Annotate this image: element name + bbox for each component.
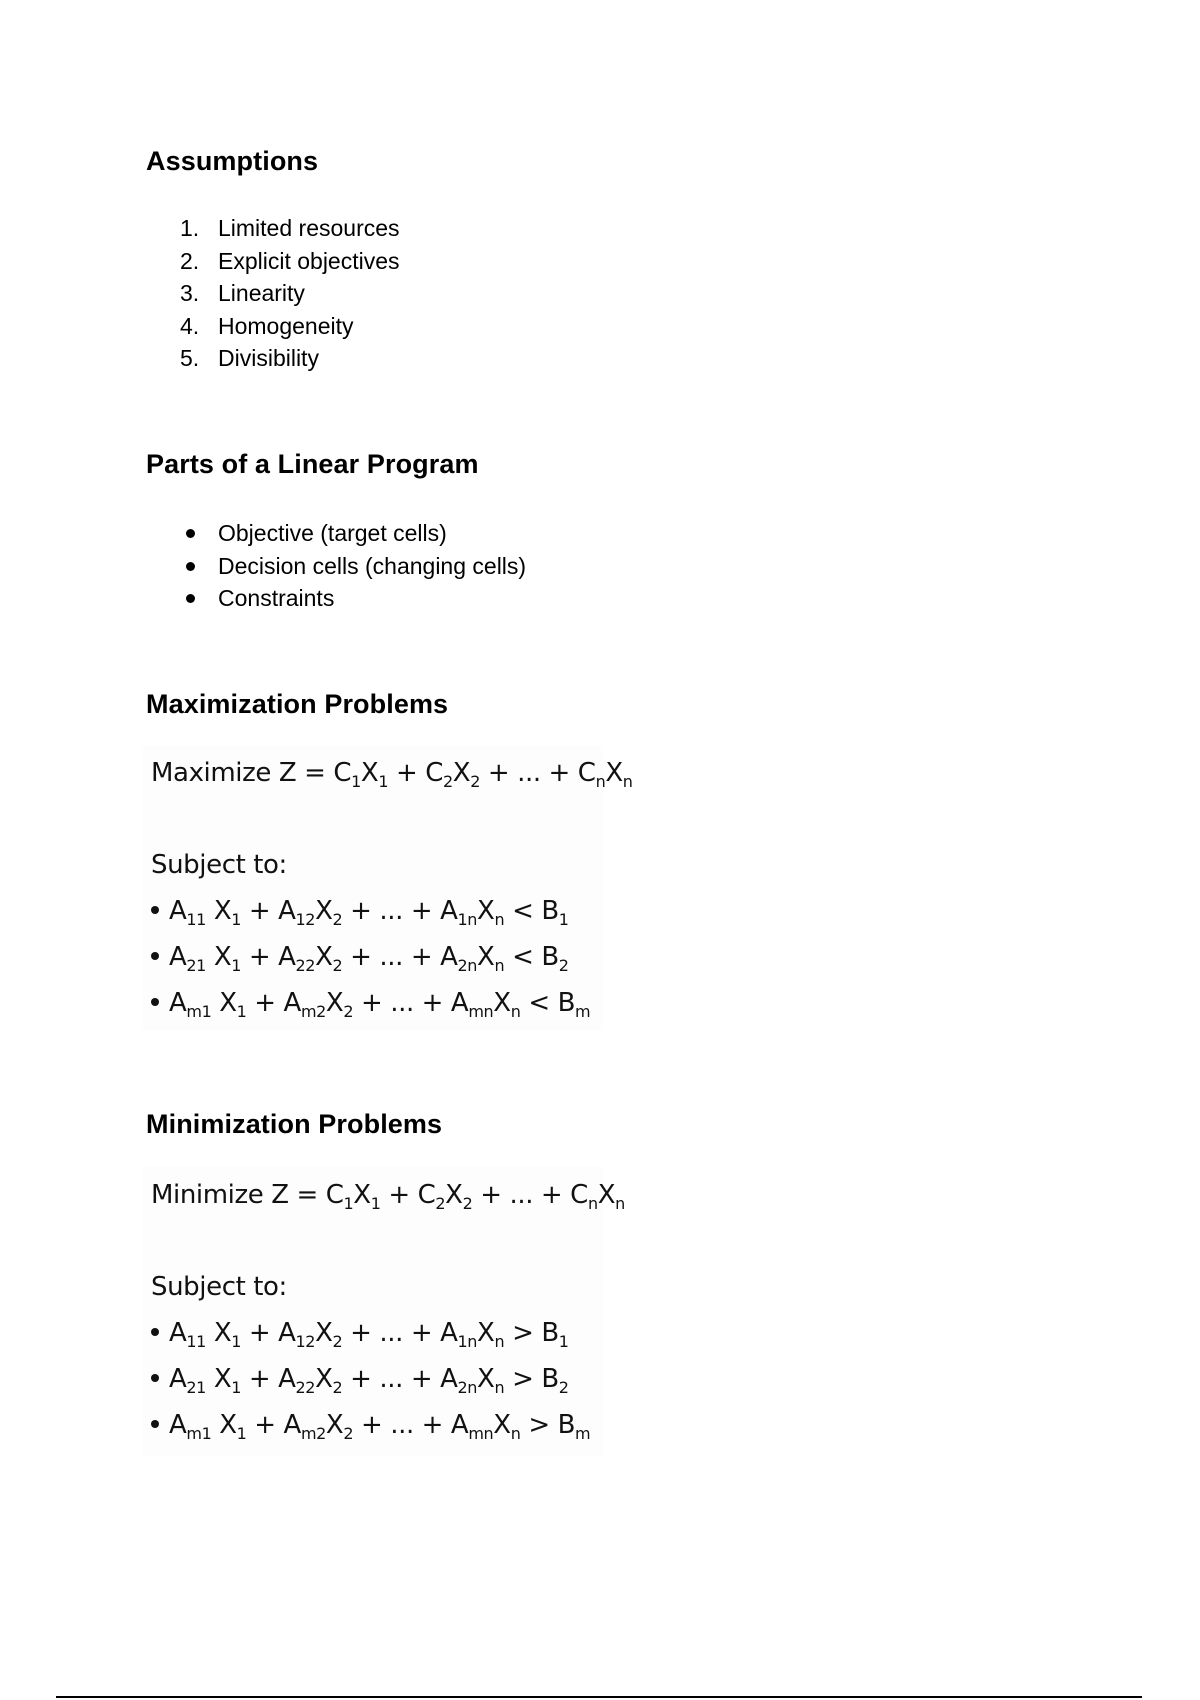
bullet-icon xyxy=(186,562,195,571)
constraint-relation: > xyxy=(528,1410,550,1440)
bullet-icon xyxy=(151,1374,159,1382)
constraint-rhs-index: m xyxy=(575,1002,591,1021)
parts-heading: Parts of a Linear Program xyxy=(146,449,479,479)
list-number: 1. xyxy=(180,215,200,241)
constraint-row: $A_{21}$ $X_1 + A_{22}X_2$ + ... + $A_{2n}X_n < B_2$ xyxy=(151,942,569,972)
parts-list xyxy=(180,517,526,615)
constraint-row: $A_{m1}$ $X_1 + A_{m2}X_2$ + ... + $A_{mn}X_n > B_m$ xyxy=(151,1410,590,1440)
bullet-icon xyxy=(151,952,159,960)
list-item-text: Homogeneity xyxy=(218,312,354,339)
list-item xyxy=(180,342,400,375)
constraint-row: $A_{11}$ $X_1 + A_{12}X_2$ + ... + $A_{1n}X_n > B_1$ xyxy=(151,1318,569,1348)
objective-function: Maximize $Z = C_1X_1 + C_2X_2$ + ... + $C_nX_n$ xyxy=(151,758,633,791)
list-item-text: Constraints xyxy=(218,585,335,611)
bullet-icon xyxy=(151,1328,159,1336)
objective-function: Minimize $Z = C_1X_1 + C_2X_2$ + ... + $C_nX_n$ xyxy=(151,1180,625,1213)
list-number: 4. xyxy=(180,312,200,339)
list-item xyxy=(180,212,400,245)
list-item-text: Divisibility xyxy=(218,345,319,371)
list-item xyxy=(180,245,400,278)
list-item xyxy=(180,310,400,343)
subject-to-label: Subject to: xyxy=(151,1272,287,1302)
maximization-heading: Maximization Problems xyxy=(146,689,449,719)
constraint-relation: < xyxy=(512,942,534,972)
constraint-row: $A_{21}$ $X_1 + A_{22}X_2$ + ... + $A_{2n}X_n > B_2$ xyxy=(151,1364,569,1394)
list-item xyxy=(180,277,400,310)
constraint-rhs-index: 2 xyxy=(558,1378,569,1397)
maximization-formula-image xyxy=(143,746,633,1030)
footer-divider xyxy=(56,1696,1142,1698)
list-item xyxy=(180,582,526,615)
list-item-text: Objective (target cells) xyxy=(218,520,447,546)
list-item xyxy=(180,517,526,550)
constraint-relation: < xyxy=(512,896,534,926)
constraint-rhs-index: 2 xyxy=(558,956,569,975)
list-item-text: Limited resources xyxy=(218,215,400,241)
constraint-rhs-index: m xyxy=(575,1424,591,1443)
constraint-relation: > xyxy=(512,1364,534,1394)
bullet-icon xyxy=(151,906,159,914)
bullet-icon xyxy=(151,1420,159,1428)
constraint-row: $A_{11}$ $X_1 + A_{12}X_2$ + ... + $A_{1n}X_n < B_1$ xyxy=(151,896,569,926)
bullet-icon xyxy=(186,529,195,538)
subject-to-label: Subject to: xyxy=(151,850,287,880)
constraint-row: $A_{m1}$ $X_1 + A_{m2}X_2$ + ... + $A_{mn}X_n < B_m$ xyxy=(151,988,590,1018)
constraint-relation: > xyxy=(512,1318,534,1348)
assumptions-heading: Assumptions xyxy=(146,146,319,176)
list-number: 2. xyxy=(180,247,200,274)
list-item xyxy=(180,550,526,583)
list-item-text: Linearity xyxy=(218,280,305,306)
constraint-rhs-index: 1 xyxy=(558,910,569,929)
objective-prefix: Maximize Z = xyxy=(151,758,334,788)
bullet-icon xyxy=(151,998,159,1006)
minimization-heading: Minimization Problems xyxy=(146,1109,443,1139)
list-number: 5. xyxy=(180,345,200,371)
assumptions-list xyxy=(180,212,400,375)
bullet-icon xyxy=(186,594,195,603)
list-item-text: Decision cells (changing cells) xyxy=(218,552,527,579)
objective-prefix: Minimize Z = xyxy=(151,1180,326,1210)
list-item-text: Explicit objectives xyxy=(218,247,400,274)
constraint-relation: < xyxy=(528,988,550,1018)
minimization-formula-image xyxy=(143,1166,625,1456)
constraint-rhs-index: 1 xyxy=(558,1332,569,1351)
list-number: 3. xyxy=(180,280,200,306)
